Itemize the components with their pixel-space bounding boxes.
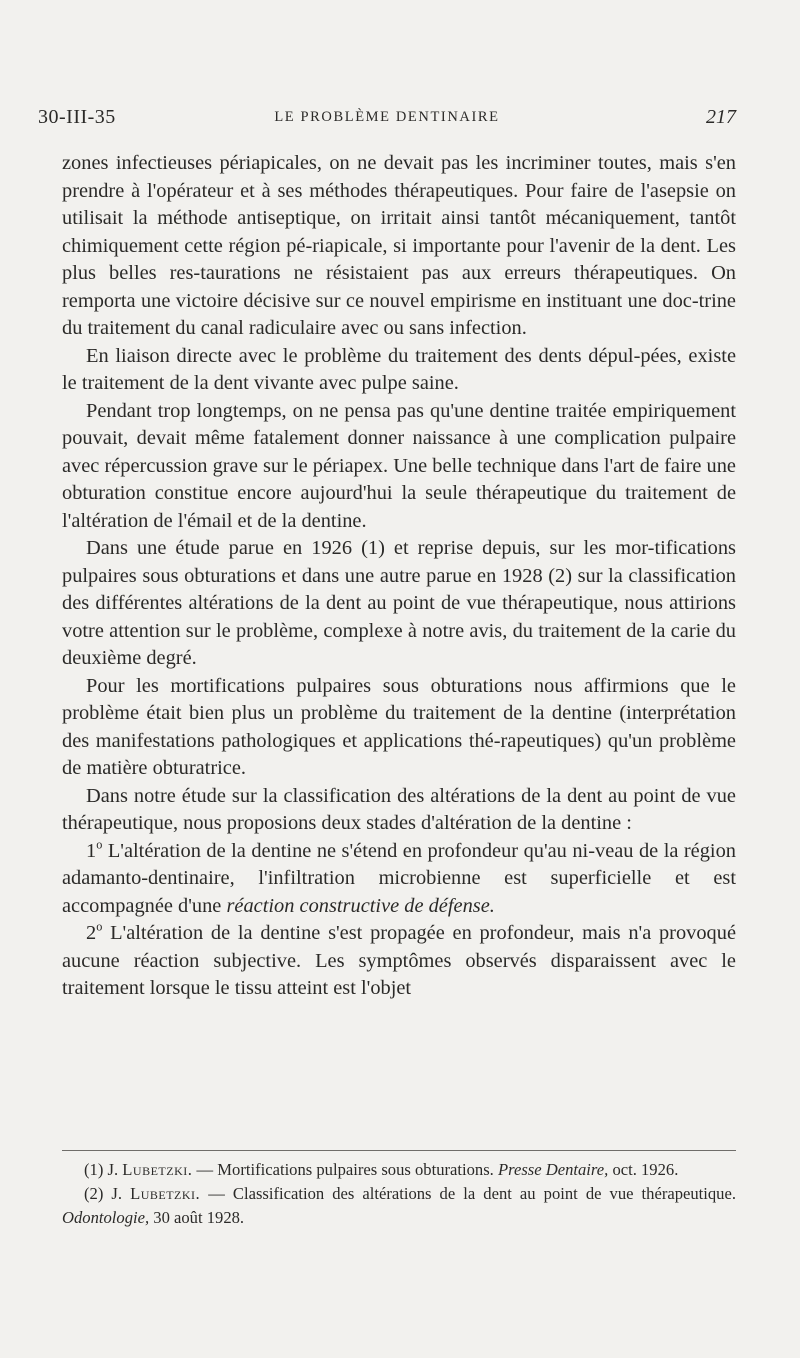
item-2-text: L'altération de la dentine s'est propagée en profondeur, mais n'a provoqué aucune réaction subjective. Les symptômes observés disparaissent avec le traitement lorsque le tissu atteint est l'objet <box>62 922 736 999</box>
numbered-item-1 <box>62 838 736 921</box>
item-1-text: L'altération de la dentine ne s'étend en profondeur qu'au ni-veau de la région adamanto-dentinaire, l'infiltration microbienne est superficielle et est accompagnée d'une <box>62 839 736 917</box>
paragraph-6: Dans notre étude sur la classification des altérations de la dent au point de vue thérapeutique, nous proposions deux stades d'altération de la dentine : <box>62 784 736 834</box>
footnote-2-date: 30 août 1928. <box>153 1208 245 1227</box>
footnote-divider <box>62 1150 736 1151</box>
footnote-1-text: — Mortifications pulpaires sous obturations. <box>196 1160 494 1179</box>
paragraph-2: En liaison directe avec le problème du traitement des dents dépul-pées, existe le traitement de la dent vivante avec pulpe saine. <box>62 344 736 394</box>
paragraph-4: Dans une étude parue en 1926 (1) et reprise depuis, sur les mor-tifications pulpaires sous obturations et dans une autre parue en 1928 (2) sur la classification des différentes altérations de la dent au point de vue thérapeutique, nous attirions votre attention sur le problème, complexe à notre avis, du traitement de la carie du deuxième degré. <box>62 537 736 669</box>
page-number: 217 <box>706 106 736 128</box>
footnote-1-initial: J. <box>107 1160 119 1179</box>
item-1-emphasis: réaction constructive de défense. <box>226 894 495 917</box>
item-1-number: 1 <box>86 839 97 862</box>
header-title: LE PROBLÈME DENTINAIRE <box>274 109 500 125</box>
footnote-2-text: — Classification des altérations de la dent au point de vue thérapeutique. <box>208 1184 736 1203</box>
footnote-2-author: Lubetzki. <box>130 1184 201 1203</box>
numbered-item-2 <box>62 920 736 1003</box>
item-1-ordinal: o <box>96 836 103 851</box>
footnote-1 <box>62 1158 736 1182</box>
body-text <box>62 150 736 1003</box>
footnote-2-marker: (2) <box>84 1184 104 1203</box>
header-date: 30-III-35 <box>38 106 116 128</box>
item-2-ordinal: o <box>96 919 103 934</box>
footnote-2 <box>62 1182 736 1230</box>
paragraph-3: Pendant trop longtemps, on ne pensa pas qu'une dentine traitée empiriquement pouvait, devait même fatalement donner naissance à une complication pulpaire avec répercussion grave sur le périapex. Une belle technique dans l'art de faire une obturation constitue encore aujourd'hui la seule thérapeutique du traitement de l'altération de l'émail et de la dentine. <box>62 399 736 532</box>
item-2-number: 2 <box>86 922 97 944</box>
footnotes <box>62 1158 736 1230</box>
footnote-1-author: Lubetzki. <box>122 1160 193 1179</box>
paragraph-1: zones infectieuses périapicales, on ne devait pas les incriminer toutes, mais s'en prendre à l'opérateur et à ses méthodes thérapeutiques. Pour faire de l'asepsie on utilisait la méthode antiseptique, on irritait ainsi tantôt mécaniquement, tantôt chimiquement cette région pé-riapicale, si importante pour l'avenir de la dent. Les plus belles res-taurations ne résistaient pas aux erreurs thérapeutiques. On remporta une victoire décisive sur ce nouvel empirisme en instituant une doc-trine du traitement du canal radiculaire avec ou sans infection. <box>62 152 736 339</box>
footnote-1-marker: (1) <box>84 1160 104 1179</box>
footnote-2-journal: Odontologie, <box>62 1208 150 1227</box>
footnote-1-journal: Presse Dentaire, <box>497 1160 609 1179</box>
running-header <box>38 106 736 134</box>
paragraph-5: Pour les mortifications pulpaires sous obturations nous affirmions que le problème était bien plus un problème du traitement de la dentine (interprétation des manifestations pathologiques et applications thé-rapeutiques) qu'un problème de matière obturatrice. <box>62 674 736 779</box>
footnote-1-date: oct. 1926. <box>612 1160 679 1179</box>
footnote-2-initial: J. <box>111 1184 123 1203</box>
